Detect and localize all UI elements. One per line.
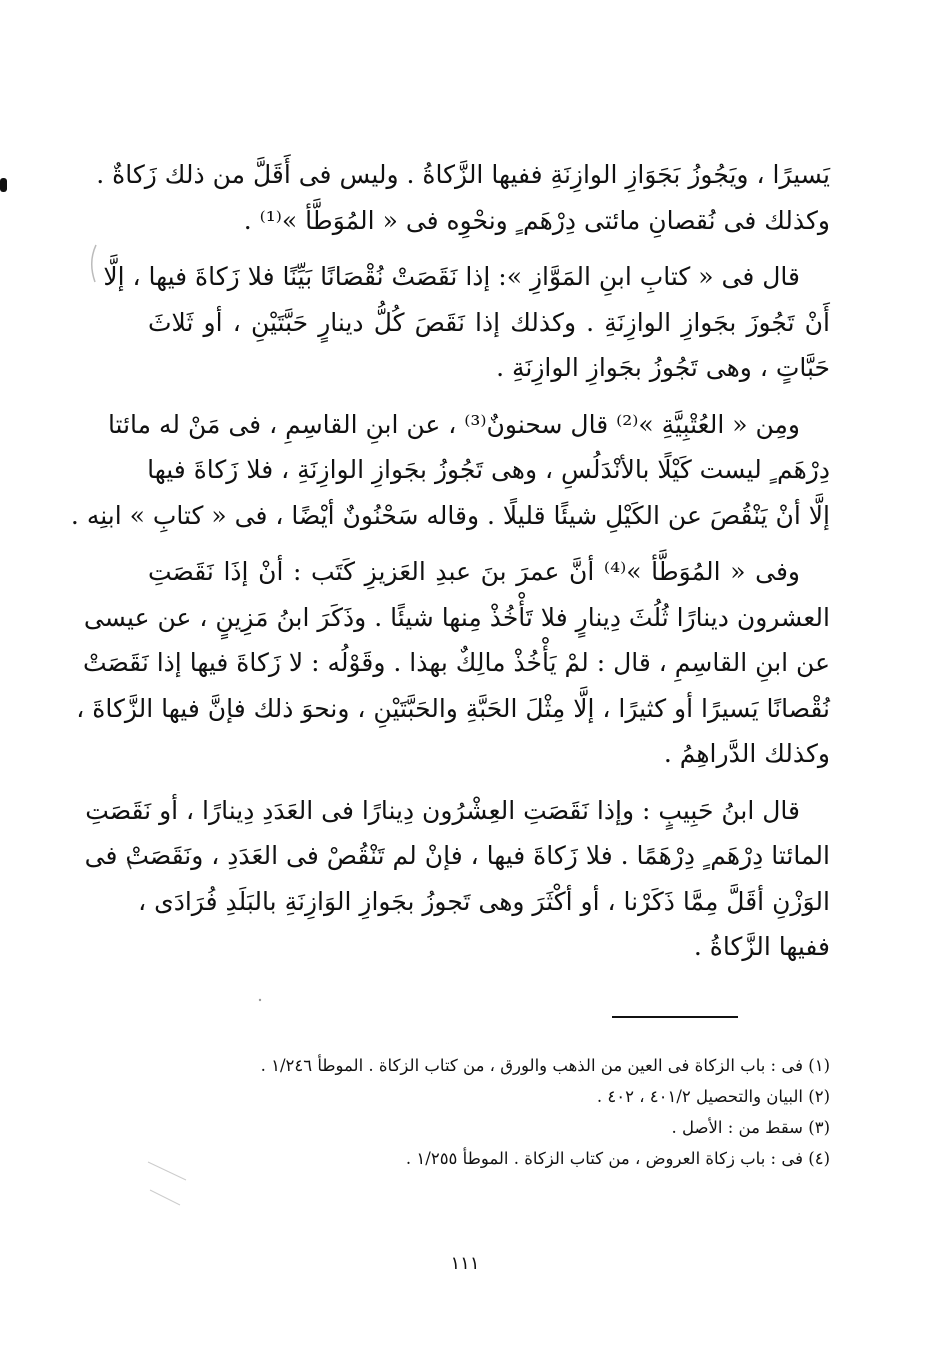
scratch-mark (148, 1162, 186, 1180)
text-line: وكذلك الدَّراهِمُ . (663, 739, 830, 768)
text-line: الوَزْنِ أقَلَّ مِمَّا ذَكَرْنا ، أو أكْثَرَ وهى تَجوزُ بجَوازِ الوَازِنَةِ بالبَلَدِ فُرَادَى ، (138, 886, 830, 916)
margin-curve-mark (92, 245, 96, 282)
footnote-divider (612, 1016, 738, 1018)
text-line: أَنْ تَجُوزَ بجَوازِ الوازِنَةِ . وكذلك إذا نَقَصَ كُلُّ دينارٍ حَبَّتَيْنِ ، أو ثَلاثَ (148, 307, 830, 337)
text-line: حَبَّاتٍ ، وهى تَجُوزُ بجَوازِ الوازِنَةِ . (496, 353, 830, 382)
text-line: وكذلك فى نُقصانِ مائتى دِرْهَم ٍ ونحْوِه فى « المُوَطَّأ »⁽¹⁾ . (243, 205, 830, 235)
scratch-mark (150, 1190, 180, 1205)
text-line: قال ابنُ حَبِيبٍ : وإذا نَقَصَتِ العِشْرُون دِينارًا فى العَدَدِ دِينارًا ، أو نَقَصَتِ (85, 795, 800, 825)
text-line: إلَّا أنْ يَنْقُصَ عن الكَيْلِ شيئًا قليلًا . وقاله سَحْنُونٌ أيْضًا ، فى « كتابِ » ابنِه . (70, 500, 830, 530)
main-text (70, 152, 830, 981)
text-line: ومِن « العُتْبِيَّةِ »⁽²⁾ قال سحنونٌ⁽³⁾ ، عن ابنِ القاسِمِ ، فى مَنْ له مائتا (107, 409, 800, 439)
speck-mark (259, 999, 261, 1001)
footnote: (٤) فى : باب زكاة العروض ، من كتاب الزكاة . الموطأ ١/٢٥٥ . (405, 1149, 830, 1168)
text-line: قال فى « كتابِ ابنِ المَوَّازِ »: إذا نَقَصَتْ نُقْصَانًا بَيِّنًا فلا زَكاةَ فيها ، إلَّا (103, 262, 800, 291)
paragraph (70, 402, 830, 539)
text-line: يَسيرًا ، ويَجُوزُ بَجَوَازِ الوازِنَةِ ففيها الزَّكاةُ . وليس فى أَقَلَّ من ذلك زَكاةٌ . (96, 160, 830, 189)
text-line: وفى « المُوَطَّأ »⁽⁴⁾ أنَّ عمرَ بنَ عبدِ العَزيزِ كَتَب : أنْ إذَا نَقَصَتِ (148, 557, 800, 586)
paragraph (76, 549, 830, 777)
text-line: المائتا دِرْهَم ٍ دِرْهَمًا . فلا زَكاةَ فيها ، فإنْ لم تَنْقُصْ فى العَدَدِ ، ونَقَصَتْ فى (84, 841, 830, 870)
footnote: (١) فى : باب الزكاة فى العين من الذهب والورق ، من كتاب الزكاة . الموطأ ١/٢٤٦ . (260, 1056, 830, 1075)
text-line: دِرْهَم ٍ ليست كَيْلًا بالأنْدَلُسِ ، وهى تَجُوزُ بجَوازِ الوازِنَةِ ، فلا زَكاةَ فيها (147, 455, 830, 484)
text-line: نُقْصانًا يَسيرًا أو كثيرًا ، إلَّا مِثْلَ الحَبَّةِ والحَبَّتَيْنِ ، ونحوَ ذلك فإنَّ فيها الزَّكاةَ ، (76, 693, 830, 723)
text-line: عن ابنِ القاسِمِ ، قال : لمْ يَأْخُذْ مالِكٌ بهذا . وقَوْلُه : لا زَكاةَ فيها إذا نَقَصَتْ (82, 648, 830, 677)
paragraph (84, 788, 830, 970)
text-line: ففيها الزَّكاةُ . (693, 932, 830, 961)
page-number: ١١١ (450, 1253, 480, 1274)
paragraph (96, 152, 830, 243)
footnote: (٢) البيان والتحصيل ٤٠١/٢ ، ٤٠٢ . (596, 1087, 830, 1106)
footnote: (٣) سقط من : الأصل . (671, 1118, 830, 1137)
footnotes (200, 1050, 830, 1174)
paragraph (103, 254, 830, 391)
text-line: العشرون دينارًا ثُلُثَ دِينارٍ فلا تَأْخُذْ مِنها شيئًا . وذَكَرَ ابنُ مَزِينٍ ، عن عيسى (83, 602, 830, 632)
